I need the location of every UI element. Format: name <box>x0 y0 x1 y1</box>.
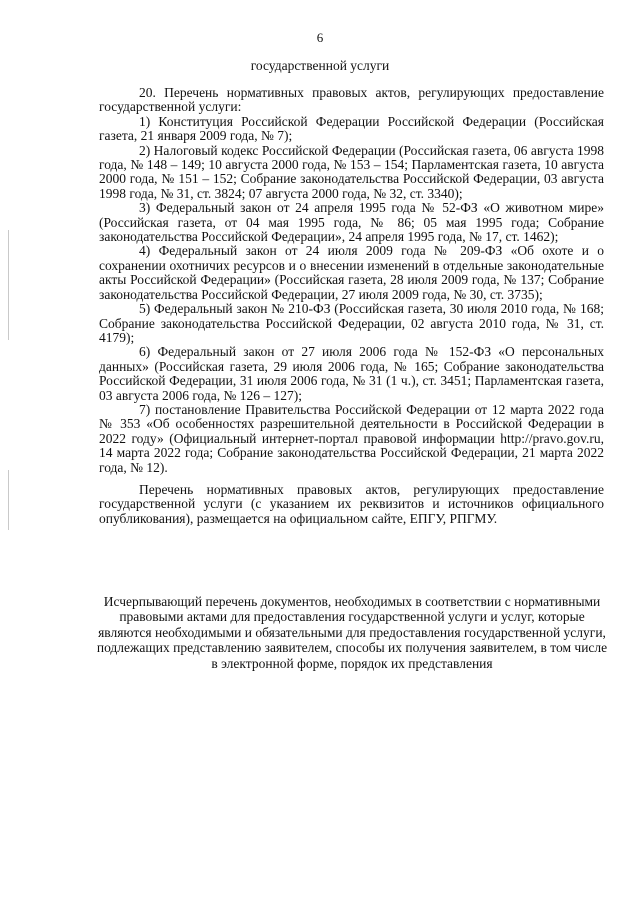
legal-act-item: 1) Конституция Российской Федерации Российской Федерации (Российская газета, 21 января 2009 года, № 7); <box>99 113 604 144</box>
legal-act-item: 4) Федеральный закон от 24 июля 2009 года № 209-ФЗ «Об охоте и о сохранении охотничих ресурсов и о внесении изменений в отдельные законодательные акты Российской Федерации» (Российская газета, 28 июля 2009 года, № 137; Собрание законодательства Российской Федерации, 27 июля 2009 года, № 30, ст. 3735); <box>99 243 604 302</box>
legal-act-item: 5) Федеральный закон № 210-ФЗ (Российская газета, 30 июля 2010 года, № 168; Собрание законодательства Российской Федерации, 02 августа 2010 года, № 31, ст. 4179); <box>99 301 604 345</box>
heading-continuation: государственной услуги <box>250 58 390 73</box>
section-20-closing: Перечень нормативных правовых актов, регулирующих предоставление государственной услуги (с указанием их реквизитов и источников официального опубликования), размещается на официальном сайте, ЕПГУ, РПГМУ. <box>99 481 604 526</box>
legal-act-item: 6) Федеральный закон от 27 июля 2006 года № 152-ФЗ «О персональных данных» (Российская газета, 29 июля 2006 года, № 165; Собрание законодательства Российской Федерации, 31 июля 2006 года, № 31 (1 ч.), ст. 3451; Парламентская газета, 03 августа 2006 года, № 126 – 127); <box>99 344 604 403</box>
section-20-intro: 20. Перечень нормативных правовых актов, регулирующих предоставление государственной услуги: <box>99 85 604 115</box>
next-section-title: Исчерпывающий перечень документов, необходимых в соответствии с нормативными правовыми актами для предоставления государственной услуги и услуг, которые являются необходимыми и обязательными для предоставления государственной услуги, подлежащих представлению заявителем, способы их получения заявителем, в том числе в электронной форме, порядок их представления <box>96 594 608 671</box>
section-20-body <box>99 86 604 526</box>
legal-act-item: 3) Федеральный закон от 24 апреля 1995 года № 52-ФЗ «О животном мире» (Российская газета, от 04 мая 1995 года, № 86; 05 мая 1995 года; Собрание законодательства Российской Федерации», 24 апреля 1995 года, № 17, ст. 1462); <box>99 200 604 245</box>
scan-edge-mark <box>8 470 9 530</box>
legal-act-item: 2) Налоговый кодекс Российской Федерации (Российская газета, 06 августа 1998 года, № 148 – 149; 10 августа 2000 года, № 153 – 154; Парламентская газета, 10 августа 2000 года, № 151 – 152; Собрание законодательства Российской Федерации, 03 августа 1998 года, № 31, ст. 3824; 07 августа 2000 года, № 32, ст. 3340); <box>99 142 604 201</box>
page-number: 6 <box>316 30 324 45</box>
legal-act-item: 7) постановление Правительства Российской Федерации от 12 марта 2022 года № 353 «Об особенностях разрешительной деятельности в Российской Федерации в 2022 году» (Официальный интернет-портал правовой информации http://pravo.gov.ru, 14 марта 2022 года; Собрание законодательства Российской Федерации, 21 марта 2022 года, № 12). <box>99 401 604 475</box>
scan-edge-mark <box>8 230 9 340</box>
